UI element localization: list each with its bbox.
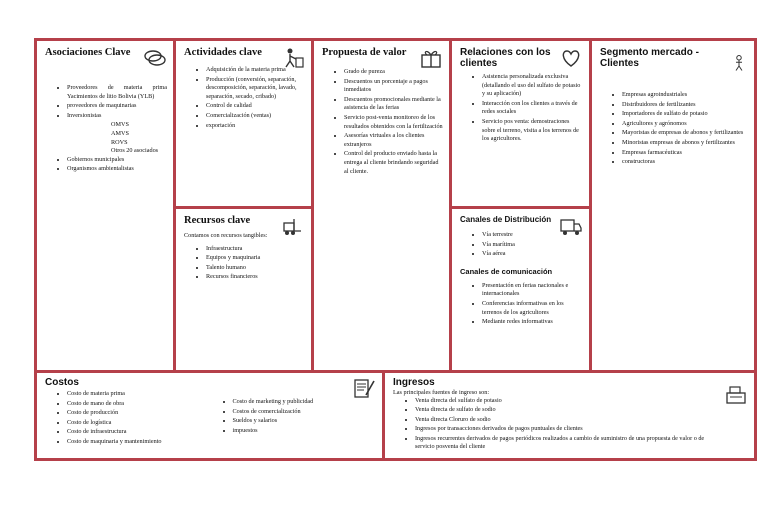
gift-box-icon — [419, 47, 443, 69]
list-item: • Control de calidad — [206, 102, 305, 111]
list-item: • Costo de marketing y publicidad — [233, 398, 377, 407]
list-item: • Importadores de sulfato de potasio — [622, 110, 748, 119]
list-item: • Servicio post-venta monitoreo de los resultados obtenidos con la fertilización — [344, 114, 443, 131]
customer-segments-block — [592, 41, 754, 370]
list-item: • Asistencia personalizada exclusiva (detallando el uso del sulfato de potasio y su aplicación) — [482, 73, 583, 99]
list-item: • Costo de producción — [67, 409, 211, 418]
customer-relationships-block — [452, 41, 589, 206]
customer-segments-title: Segmento mercado - Clientes — [600, 47, 699, 69]
list-item: • impuestos — [233, 427, 377, 436]
list-item: • Distribuidores de fertilizantes — [622, 101, 748, 110]
list-item: • Costo de materia prima — [67, 390, 211, 399]
list-item: • Descuentos promocionales mediante la asistencia de las ferias — [344, 96, 443, 113]
communication-channels-list — [460, 282, 583, 327]
list-item: • Interacción con los clientes a través de redes sociales — [482, 100, 583, 117]
list-item: • Venta directa de sulfato de sodio — [415, 406, 714, 415]
list-item: • Proveedores de materia prima Yacimientos de litio Bolivia (YLB) — [67, 84, 167, 101]
list-item: • proveedores de maquinarias — [67, 102, 167, 111]
investor-entry: ROVS — [111, 138, 128, 146]
revenue-streams-list — [393, 397, 748, 453]
key-resources-block — [176, 209, 311, 370]
list-item: • Ingresos por transacciones derivados de pagos puntuales de clientes — [415, 425, 714, 434]
list-item: • Grado de pureza — [344, 68, 443, 77]
list-item: • Empresas farmacéuticas — [622, 149, 748, 158]
truck-icon — [559, 215, 583, 237]
document-pen-icon — [352, 377, 376, 399]
list-item: • Mayoristas de empresas de abonos y fertilizantes — [622, 129, 748, 138]
key-resources-title: Recursos clave — [184, 215, 251, 226]
revenue-streams-block — [385, 373, 754, 458]
key-activities-block — [176, 41, 311, 206]
cash-register-icon — [724, 383, 748, 405]
key-activities-title: Actividades clave — [184, 47, 262, 58]
list-item: • Venta directa Cloruro de sodio — [415, 416, 714, 425]
customer-relationships-title: Relaciones con los clientes — [460, 47, 551, 69]
channels-title: Canales de Distribución — [460, 215, 552, 224]
list-item: • Vía aérea — [482, 250, 583, 259]
key-partners-list — [45, 84, 167, 174]
forklift-icon — [281, 215, 305, 237]
list-item: • Talento humano — [206, 264, 305, 273]
person-icon — [730, 47, 748, 79]
list-item: • Empresas agroindustriales — [622, 91, 748, 100]
key-resources-intro: Contamos con recursos tangibles: — [184, 232, 268, 239]
list-item: • Venta directa del sulfato de potasio — [415, 397, 714, 406]
list-item: • Vía marítima — [482, 241, 583, 250]
list-item: • Asesorías virtuales a los clientes extranjeros — [344, 132, 443, 149]
key-resources-list — [184, 245, 305, 282]
list-item: • Inversionistas — [67, 112, 167, 121]
investor-entry: OMVS — [111, 121, 129, 129]
value-proposition-block — [314, 41, 449, 370]
list-item: • Costos de comercialización — [233, 408, 377, 417]
list-item: • Presentación en ferias nacionales e internacionales — [482, 282, 583, 299]
list-item: • Costo de infraestructura — [67, 428, 211, 437]
list-item: • Adquisición de la materia prima — [206, 66, 305, 75]
communication-channels-title: Canales de comunicación — [460, 266, 553, 276]
investor-entry: Otros 20 asociados — [111, 147, 159, 155]
customer-segments-list — [600, 91, 748, 167]
list-item: • Costo de maquinaria y mantenimiento — [67, 438, 211, 447]
list-item: • Recursos financieros — [206, 273, 305, 282]
value-proposition-list — [322, 68, 443, 176]
channels-block — [452, 209, 589, 370]
chain-link-icon — [143, 47, 167, 69]
business-model-canvas — [34, 38, 757, 461]
worker-icon — [281, 47, 305, 69]
key-activities-list — [184, 66, 305, 130]
list-item: • Agricultores y agrónomos — [622, 120, 748, 129]
list-item: • Mediante redes informativas — [482, 318, 583, 327]
list-item: • Sueldos y salarios — [233, 417, 377, 426]
cost-columns — [45, 390, 376, 448]
list-item: • Costo de logística — [67, 419, 211, 428]
cost-list-right — [211, 398, 377, 435]
list-item: • Costo de mano de obra — [67, 400, 211, 409]
revenue-streams-title: Ingresos — [393, 377, 435, 388]
heart-icon — [559, 47, 583, 69]
list-item: • exportación — [206, 122, 305, 131]
list-item: • Equipos y maquinaria — [206, 254, 305, 263]
list-item: • Minoristas empresas de abonos y fertilizantes — [622, 139, 748, 148]
list-item: • Servicio pos venta: demostraciones sobre el terreno, visita a los terrenos de los agricultores. — [482, 118, 583, 144]
list-item: • Control del producto enviado hasta la entrega al cliente brindando seguridad al cliente. — [344, 150, 443, 176]
value-proposition-title: Propuesta de valor — [322, 47, 407, 58]
list-item: • constructoras — [622, 158, 748, 167]
cost-structure-title: Costos — [45, 377, 79, 388]
list-item: • Organismos ambientalistas — [67, 165, 167, 174]
key-partners-block — [37, 41, 173, 370]
cost-structure-block — [37, 373, 382, 458]
revenue-streams-intro: Las principales fuentes de ingreso son: — [393, 389, 490, 396]
list-item: • Conferencias informativas en los terrenos de los agricultores — [482, 300, 583, 317]
list-item: • Producción (conversión, separación, descomposición, separación, lavado, separación, secado, cribado) — [206, 76, 305, 102]
list-item: • Gobiernos municipales — [67, 156, 167, 165]
cost-list-left — [45, 390, 211, 447]
list-item: • Infraestructura — [206, 245, 305, 254]
customer-relationships-list — [460, 73, 583, 144]
list-item: • Vía terrestre — [482, 231, 583, 240]
key-partners-title: Asociaciones Clave — [45, 47, 131, 58]
list-item: • Descuentos un porcentaje a pagos inmediatos — [344, 78, 443, 95]
list-item: • Comercialización (ventas) — [206, 112, 305, 121]
list-item: • Ingresos recurrentes derivados de pagos periódicos realizados a cambio de suministro de una propuesta de valor o de servicio posventa del cliente — [415, 435, 714, 452]
investor-entry: AMVS — [111, 129, 129, 137]
